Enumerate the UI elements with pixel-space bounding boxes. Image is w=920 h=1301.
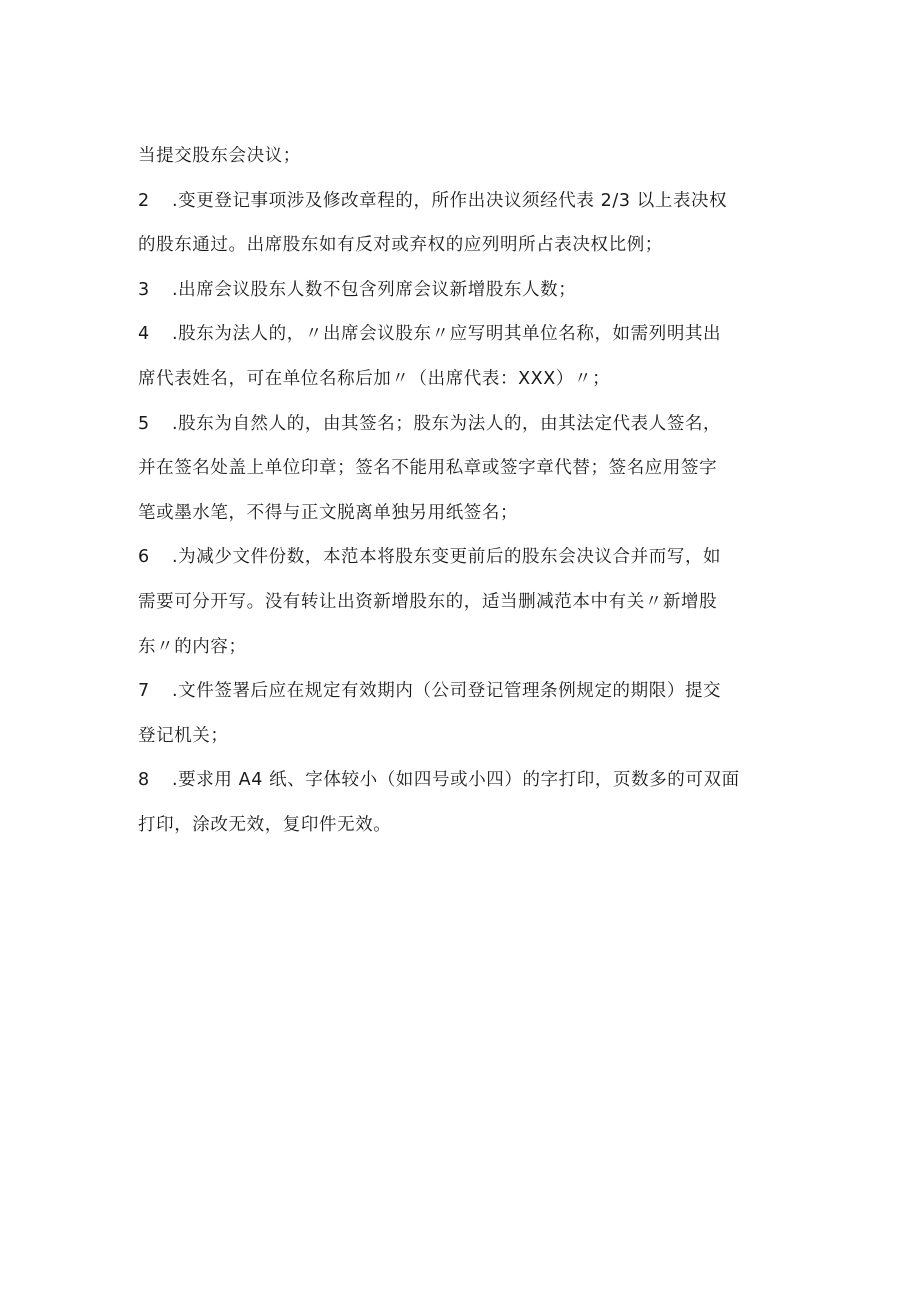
item-number: 6 [138,547,150,568]
line-text: .文件签署后应在规定有效期内（公司登记管理条例规定的期限）提交 [172,681,722,702]
item-number: 5 [138,413,150,434]
list-item-5 [138,402,788,447]
line-text: .出席会议股东人数不包含列席会议新增股东人数； [172,279,577,300]
line-text: .变更登记事项涉及修改章程的，所作出决议须经代表 2/3 以上表决权 [172,190,728,211]
line-text: .要求用 A4 纸、字体较小（如四号或小四）的字打印，页数多的可双面 [172,770,740,791]
line-text: 并在签名处盖上单位印章；签名不能用私章或签字章代替；签名应用签字 [138,458,718,479]
text-line [138,803,788,848]
list-item-8 [138,758,788,803]
line-text: 当提交股东会决议； [138,146,301,166]
item-number: 2 [138,190,150,211]
line-text: 席代表姓名，可在单位名称后加〃（出席代表：XXX）〃； [138,368,611,389]
line-text: 东〃的内容； [138,636,247,657]
item-number: 3 [138,279,150,300]
text-line [138,491,788,536]
text-line [138,134,788,179]
line-text: 打印，涂改无效，复印件无效。 [138,814,392,835]
text-line [138,357,788,402]
list-item-2 [138,179,788,224]
line-text: 的股东通过。出席股东如有反对或弃权的应列明所占表决权比例； [138,235,663,256]
line-text: .为减少文件份数，本范本将股东变更前后的股东会决议合并而写，如 [172,547,722,568]
text-line [138,625,788,670]
text-line [138,446,788,491]
list-item-6 [138,535,788,580]
line-text: .股东为自然人的，由其签名；股东为法人的，由其法定代表人签名， [172,413,722,434]
list-item-3 [138,268,788,313]
item-number: 4 [138,324,150,345]
list-item-4 [138,312,788,357]
text-line [138,223,788,268]
line-text: 笔或墨水笔，不得与正文脱离单独另用纸签名； [138,502,519,523]
item-number: 7 [138,681,150,702]
item-number: 8 [138,770,150,791]
document-body [138,134,788,848]
line-text: 登记机关； [138,725,229,746]
line-text: 需要可分开写。没有转让出资新增股东的，适当删减范本中有关〃新增股 [138,591,718,612]
text-line [138,714,788,759]
text-line [138,580,788,625]
line-text: .股东为法人的，〃出席会议股东〃应写明其单位名称，如需列明其出 [172,324,722,345]
list-item-7 [138,669,788,714]
